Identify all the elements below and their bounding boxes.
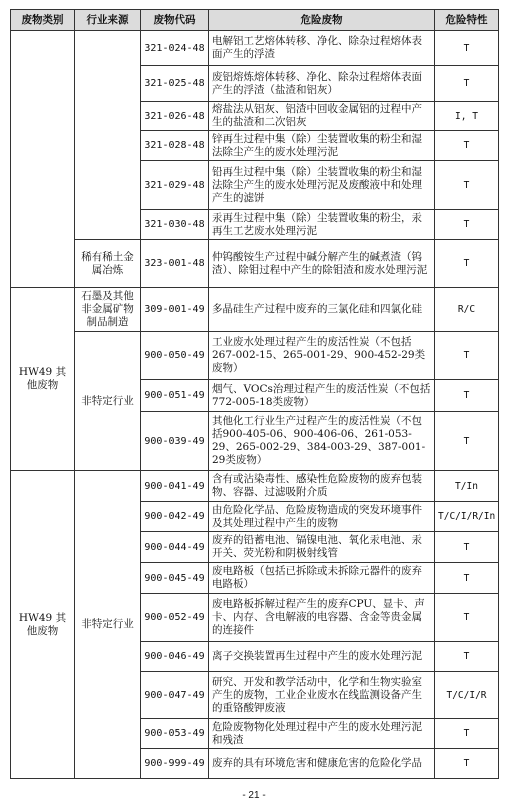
waste-code: 900-039-49 [141, 412, 209, 471]
waste-code: 321-030-48 [141, 210, 209, 240]
hazard-characteristic: T [435, 31, 499, 66]
waste-code: 321-025-48 [141, 66, 209, 102]
waste-code: 900-046-49 [141, 642, 209, 672]
hazard-characteristic: R/C [435, 288, 499, 332]
waste-description: 锌再生过程中集（除）尘装置收集的粉尘和湿法除尘产生的废水处理污泥 [209, 131, 435, 161]
hazard-characteristic: T [435, 66, 499, 102]
hazard-characteristic: T [435, 532, 499, 563]
table-row [11, 240, 499, 288]
waste-description: 烟气、VOCs治理过程产生的废活性炭（不包括772-005-18类废物） [209, 380, 435, 412]
industry-source-cell: 稀有稀土金属冶炼 [75, 240, 141, 288]
waste-category-cell: HW49 其他废物 [11, 288, 75, 471]
waste-code: 321-024-48 [141, 31, 209, 66]
waste-description: 废电路板拆解过程产生的废弃CPU、显卡、声卡、内存、含电解液的电容器、含金等贵金属的连接件 [209, 594, 435, 642]
hazard-characteristic: T [435, 412, 499, 471]
waste-code: 900-047-49 [141, 672, 209, 719]
waste-description: 多晶硅生产过程中废弃的三氯化硅和四氯化硅 [209, 288, 435, 332]
waste-code: 321-026-48 [141, 102, 209, 131]
waste-description: 由危险化学品、危险废物造成的突发环境事件及其处理过程中产生的废物 [209, 502, 435, 532]
waste-code: 900-050-49 [141, 332, 209, 380]
hazard-characteristic: T [435, 749, 499, 779]
header-waste-category: 废物类别 [11, 10, 75, 31]
category-cell-continued [11, 31, 75, 288]
hazard-characteristic: T [435, 161, 499, 210]
hazard-characteristic: T [435, 332, 499, 380]
waste-description: 电解铝工艺熔体转移、净化、除杂过程熔体表面产生的浮渣 [209, 31, 435, 66]
waste-code: 900-999-49 [141, 749, 209, 779]
hazard-characteristic: I, T [435, 102, 499, 131]
industry-cell-continued [75, 31, 141, 240]
waste-description: 工业废水处理过程产生的废活性炭（不包括267-002-15、265-001-29、900-452-29类废物） [209, 332, 435, 380]
header-waste-code: 废物代码 [141, 10, 209, 31]
hazard-characteristic: T [435, 594, 499, 642]
industry-source-cell: 石墨及其他非金属矿物制品制造 [75, 288, 141, 332]
waste-description: 危险废物物化处理过程中产生的废水处理污泥和残渣 [209, 719, 435, 749]
hazard-characteristic: T [435, 210, 499, 240]
table-row [11, 31, 499, 66]
waste-description: 其他化工行业生产过程产生的废活性炭（不包括900-405-06、900-406-06、261-053-29、265-002-29、384-003-29、387-001-29类废物） [209, 412, 435, 471]
hazard-characteristic: T [435, 380, 499, 412]
hazard-characteristic: T [435, 240, 499, 288]
waste-code: 321-028-48 [141, 131, 209, 161]
header-hazardous-waste: 危险废物 [209, 10, 435, 31]
hazard-characteristic: T [435, 131, 499, 161]
waste-description: 研究、开发和教学活动中，化学和生物实验室产生的废物，工业企业废水在线监测设备产生的重铬酸钾废液 [209, 672, 435, 719]
table-row [11, 332, 499, 380]
hazard-characteristic: T/C/I/R [435, 672, 499, 719]
table-row [11, 288, 499, 332]
waste-code: 900-052-49 [141, 594, 209, 642]
waste-code: 900-045-49 [141, 563, 209, 594]
hazard-characteristic: T [435, 563, 499, 594]
waste-description: 熔盐法从铝灰、铝渣中回收金属铝的过程中产生的盐渣和二次铝灰 [209, 102, 435, 131]
hazard-characteristic: T [435, 719, 499, 749]
hazard-characteristic: T [435, 642, 499, 672]
waste-code: 900-051-49 [141, 380, 209, 412]
waste-code: 321-029-48 [141, 161, 209, 210]
waste-category-cell: HW49 其他废物 [11, 471, 75, 779]
waste-description: 铅再生过程中集（除）尘装置收集的粉尘和湿法除尘产生的废水处理污泥及废酸液中和处理产生的滤饼 [209, 161, 435, 210]
waste-description: 离子交换装置再生过程中产生的废水处理污泥 [209, 642, 435, 672]
hazardous-waste-table [10, 9, 499, 779]
hazard-characteristic: T/C/I/R/In [435, 502, 499, 532]
waste-description: 废铝熔炼熔体转移、净化、除杂过程熔体表面产生的浮渣（盐渣和铝灰） [209, 66, 435, 102]
waste-code: 309-001-49 [141, 288, 209, 332]
header-industry-source: 行业来源 [75, 10, 141, 31]
table-row [11, 471, 499, 502]
waste-description: 仲钨酸铵生产过程中碱分解产生的碱煮渣（钨渣）、除钼过程中产生的除钼渣和废水处理污泥 [209, 240, 435, 288]
waste-description: 汞再生过程中集（除）尘装置收集的粉尘，汞再生工艺废水处理污泥 [209, 210, 435, 240]
page-number: - 21 - [242, 790, 266, 801]
waste-code: 323-001-48 [141, 240, 209, 288]
industry-source-cell: 非特定行业 [75, 471, 141, 779]
header-hazard-characteristic: 危险特性 [435, 10, 499, 31]
hazard-characteristic: T/In [435, 471, 499, 502]
waste-description: 废弃的铅蓄电池、镉镍电池、氧化汞电池、汞开关、荧光粉和阴极射线管 [209, 532, 435, 563]
waste-description: 含有或沾染毒性、感染性危险废物的废弃包装物、容器、过滤吸附介质 [209, 471, 435, 502]
waste-code: 900-044-49 [141, 532, 209, 563]
waste-description: 废电路板（包括已拆除或未拆除元器件的废弃电路板） [209, 563, 435, 594]
waste-code: 900-042-49 [141, 502, 209, 532]
table-header-row [11, 10, 499, 31]
waste-code: 900-053-49 [141, 719, 209, 749]
industry-source-cell: 非特定行业 [75, 332, 141, 471]
waste-description: 废弃的具有环境危害和健康危害的危险化学品 [209, 749, 435, 779]
waste-code: 900-041-49 [141, 471, 209, 502]
